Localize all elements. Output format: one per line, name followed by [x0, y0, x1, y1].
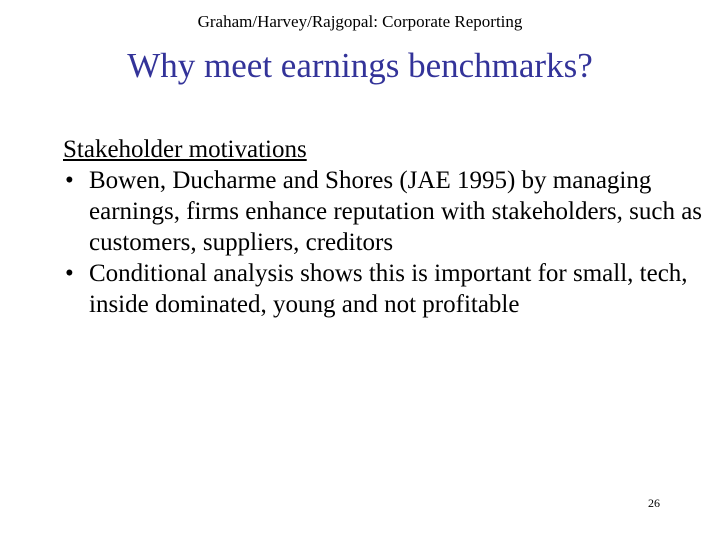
section-heading: Stakeholder motivations: [63, 136, 307, 163]
slide-body: [63, 134, 703, 320]
bullet-list: [63, 165, 703, 320]
bullet-item: [63, 165, 703, 258]
bullet-item: [63, 258, 703, 320]
slide-title: Why meet earnings benchmarks?: [127, 46, 593, 85]
bullet-text: Conditional analysis shows this is important for small, tech, inside dominated, young and not profitable: [89, 260, 688, 318]
bullet-icon: •: [65, 167, 74, 194]
slide-header: Graham/Harvey/Rajgopal: Corporate Reporting: [197, 12, 523, 31]
bullet-text: Bowen, Ducharme and Shores (JAE 1995) by managing earnings, firms enhance reputation with stakeholders, such as customers, suppliers, creditors: [89, 167, 703, 256]
bullet-icon: •: [65, 260, 74, 287]
page-number: 26: [648, 496, 660, 510]
